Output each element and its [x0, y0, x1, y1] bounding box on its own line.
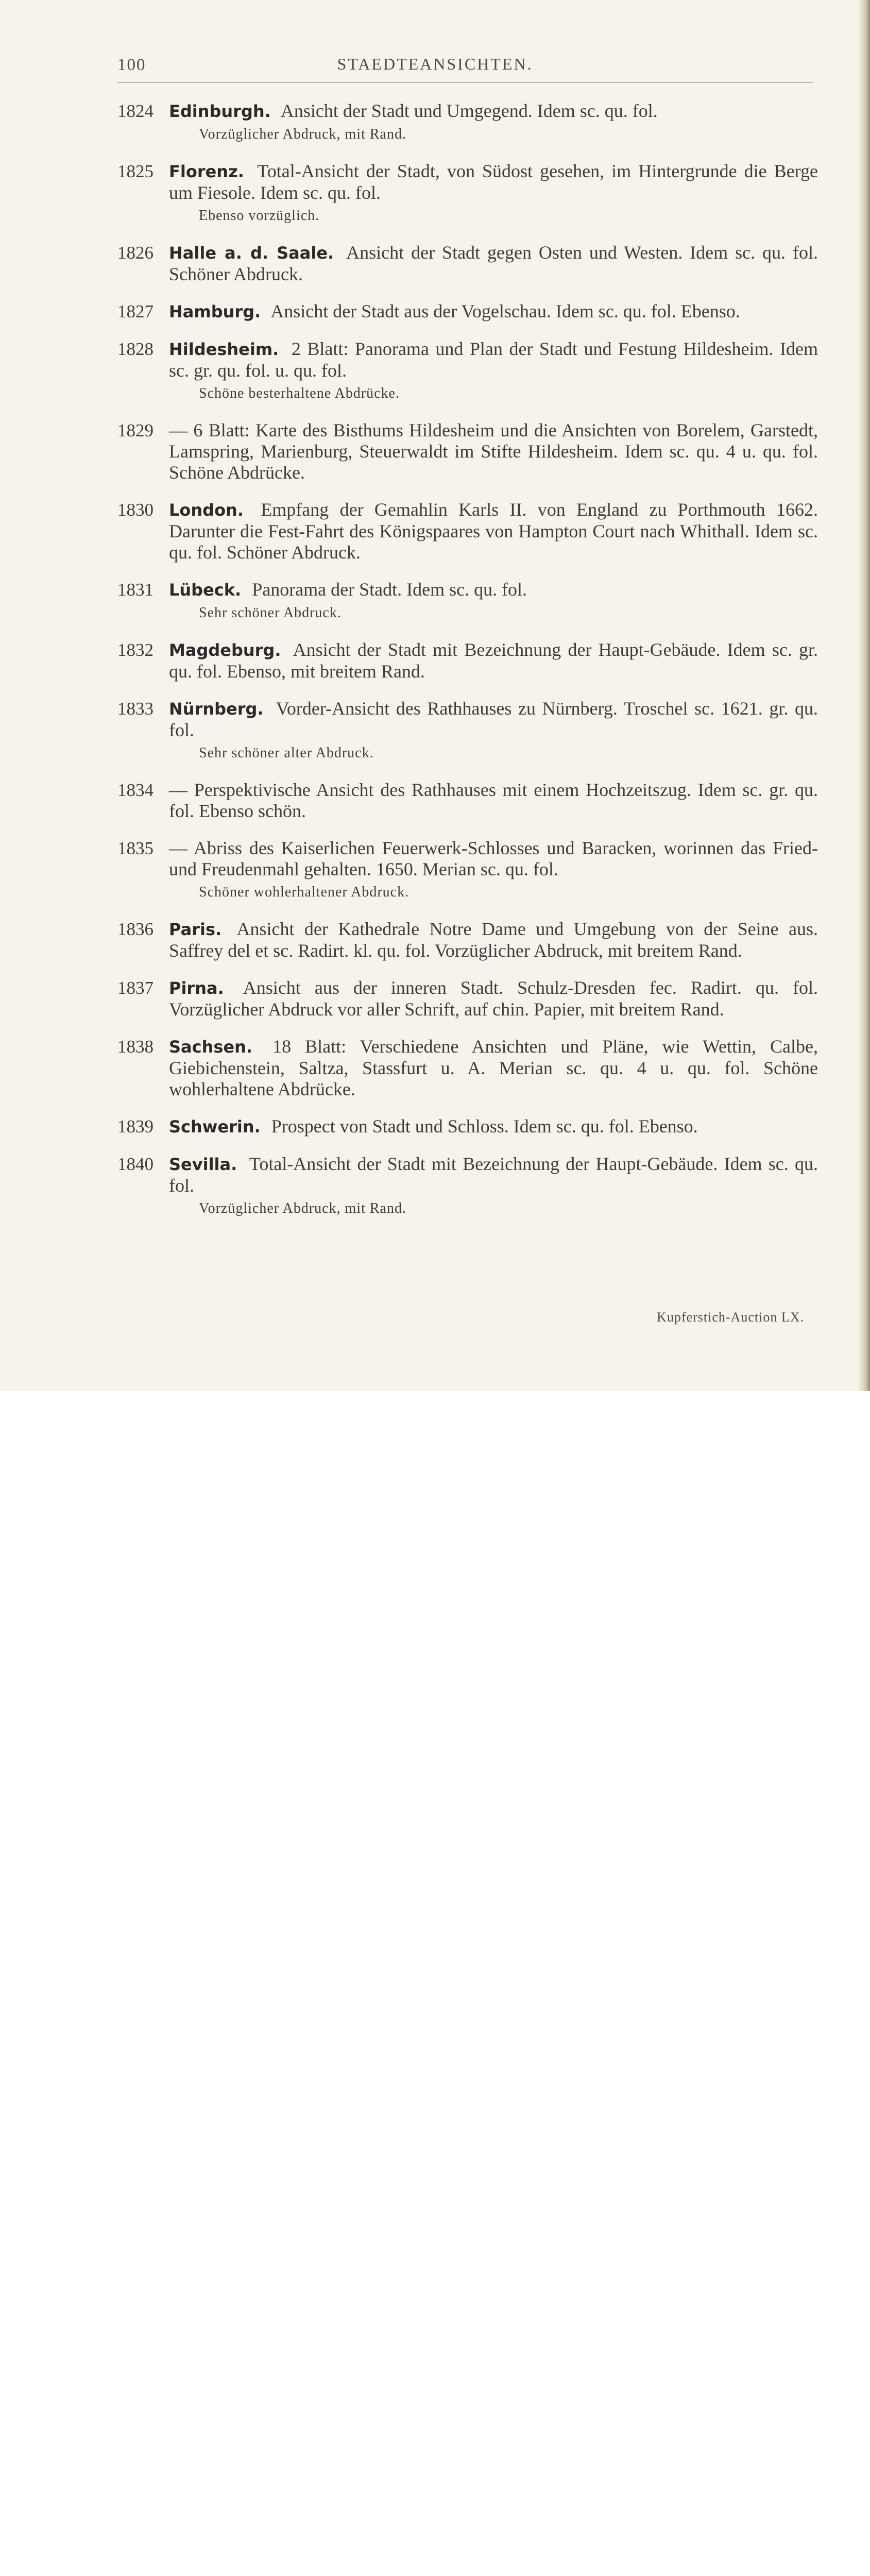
entry-number: 1839: [117, 1116, 153, 1137]
entry-number: 1827: [117, 301, 153, 321]
catalog-entries: [117, 100, 818, 1235]
entry-number: 1831: [117, 580, 153, 600]
entry-number: 1836: [117, 919, 153, 939]
entry-number: 1826: [117, 243, 153, 263]
running-title: STAEDTEANSICHTEN.: [337, 55, 533, 73]
entry-description: — 6 Blatt: Karte des Bisthums Hildesheim und die Ansichten von Borelem, Garstedt, Lamspring, Marienburg, Steuerwaldt im Stifte Hildesheim. Idem sc. qu. 4 u. qu. fol. Schöne Abdrücke.: [169, 420, 818, 483]
header-rule: [117, 82, 813, 83]
entry-condition-note: Sehr schöner alter Abdruck.: [199, 745, 374, 761]
entry-description: Empfang der Gemahlin Karls II. von England zu Porthmouth 1662. Darunter die Fest-Fahrt des Königspaares von Hampton Court nach Whithall. Idem sc. qu. fol. Schöner Abdruck.: [169, 499, 818, 563]
entry-description: Total-Ansicht der Stadt, von Südost gesehen, im Hintergrunde die Berge um Fiesole. Idem sc. qu. fol.: [169, 161, 818, 203]
entry-place-name: Hamburg.: [169, 302, 261, 321]
entry-place-name: Sevilla.: [169, 1155, 237, 1174]
entry-place-name: Edinburgh.: [169, 101, 271, 121]
entry-condition-note: Sehr schöner Abdruck.: [199, 605, 342, 621]
entry-description: Ansicht der Stadt mit Bezeichnung der Haupt-Gebäude. Idem sc. gr. qu. fol. Ebenso, mit breitem Rand.: [169, 639, 818, 682]
entry-place-name: Florenz.: [169, 162, 244, 181]
entry-condition-note: Vorzüglicher Abdruck, mit Rand.: [199, 1200, 406, 1216]
entry-description: 2 Blatt: Panorama und Plan der Stadt und Festung Hildesheim. Idem sc. gr. qu. fol. u. qu. fol.: [169, 338, 818, 381]
catalog-entry: [117, 301, 818, 323]
entry-description: Total-Ansicht der Stadt mit Bezeichnung der Haupt-Gebäude. Idem sc. qu. fol.: [169, 1154, 818, 1196]
entry-place-name: London.: [169, 500, 244, 520]
entry-number: 1838: [117, 1037, 153, 1057]
catalog-entry: [117, 499, 818, 563]
entry-description: Ansicht der Stadt und Umgegend. Idem sc. qu. fol.: [280, 100, 658, 121]
catalog-entry: [117, 1154, 818, 1219]
entry-condition-note: Schöner wohlerhaltener Abdruck.: [199, 884, 410, 900]
entry-number: 1833: [117, 699, 153, 719]
entry-place-name: Sachsen.: [169, 1037, 253, 1057]
catalog-entry: [117, 838, 818, 903]
entry-place-name: Lübeck.: [169, 580, 242, 600]
catalog-entry: [117, 919, 818, 961]
entry-number: 1829: [117, 420, 153, 440]
entry-description: Vorder-Ansicht des Rathhauses zu Nürnberg. Troschel sc. 1621. gr. qu. fol.: [169, 698, 818, 740]
entry-place-name: Hildesheim.: [169, 340, 279, 359]
entry-condition-note: Schöne besterhaltene Abdrücke.: [199, 385, 400, 401]
entry-description: Ansicht der Kathedrale Notre Dame und Umgebung von der Seine aus. Saffrey del et sc. Radirt. kl. qu. fol. Vorzüglicher Abdruck, mit breitem Rand.: [169, 919, 818, 961]
entry-description: Ansicht aus der inneren Stadt. Schulz-Dresden fec. Radirt. qu. fol. Vorzüglicher Abdruck vor aller Schrift, auf chin. Papier, mit breitem Rand.: [169, 977, 818, 1020]
entry-number: 1840: [117, 1154, 153, 1174]
page-number: 100: [117, 56, 146, 74]
entry-number: 1825: [117, 161, 153, 181]
entry-place-name: Pirna.: [169, 978, 224, 998]
entry-number: 1834: [117, 780, 153, 800]
entry-description: Ansicht der Stadt gegen Osten und Westen. Idem sc. qu. fol. Schöner Abdruck.: [169, 242, 818, 284]
catalog-entry: [117, 698, 818, 764]
entry-number: 1830: [117, 500, 153, 520]
entry-place-name: Schwerin.: [169, 1117, 261, 1137]
entry-condition-note: Vorzüglicher Abdruck, mit Rand.: [199, 126, 406, 142]
entry-place-name: Halle a. d. Saale.: [169, 243, 334, 263]
catalog-entry: [117, 579, 818, 623]
catalog-entry: [117, 420, 818, 483]
catalog-entry: [117, 161, 818, 226]
entry-number: 1828: [117, 339, 153, 359]
catalog-entry: [117, 1116, 818, 1138]
entry-description: 18 Blatt: Verschiedene Ansichten und Pläne, wie Wettin, Calbe, Giebichenstein, Saltza, Stassfurt u. A. Merian sc. qu. 4 u. qu. fol. Schöne wohlerhaltene Abdrücke.: [169, 1036, 818, 1099]
entry-place-name: Magdeburg.: [169, 640, 281, 660]
catalog-entry: [117, 977, 818, 1020]
entry-number: 1824: [117, 101, 153, 121]
page-edge-shadow: [859, 0, 870, 1391]
entry-description: Prospect von Stadt und Schloss. Idem sc. qu. fol. Ebenso.: [271, 1116, 698, 1137]
catalog-entry: [117, 100, 818, 145]
entry-number: 1837: [117, 978, 153, 998]
digitization-footer: [0, 1391, 870, 1465]
catalog-entry: [117, 1036, 818, 1100]
catalog-entry: [117, 242, 818, 285]
entry-place-name: Nürnberg.: [169, 699, 264, 719]
catalog-entry: [117, 779, 818, 822]
catalog-entry: [117, 639, 818, 682]
catalog-entry: [117, 338, 818, 404]
entry-condition-note: Ebenso vorzüglich.: [199, 208, 320, 224]
entry-description: — Perspektivische Ansicht des Rathhauses mit einem Hochzeitszug. Idem sc. gr. qu. fol. Ebenso schön.: [169, 779, 818, 821]
catalog-footer-note: Kupferstich-Auction LX.: [657, 1310, 804, 1325]
entry-description: Panorama der Stadt. Idem sc. qu. fol.: [252, 579, 527, 600]
entry-description: Ansicht der Stadt aus der Vogelschau. Idem sc. qu. fol. Ebenso.: [270, 301, 740, 321]
entry-description: — Abriss des Kaiserlichen Feuerwerk-Schlosses und Baracken, worinnen das Fried- und Freudenmahl gehalten. 1650. Merian sc. qu. fol.: [169, 838, 818, 879]
entry-place-name: Paris.: [169, 920, 222, 939]
entry-number: 1832: [117, 640, 153, 660]
entry-number: 1835: [117, 838, 153, 858]
